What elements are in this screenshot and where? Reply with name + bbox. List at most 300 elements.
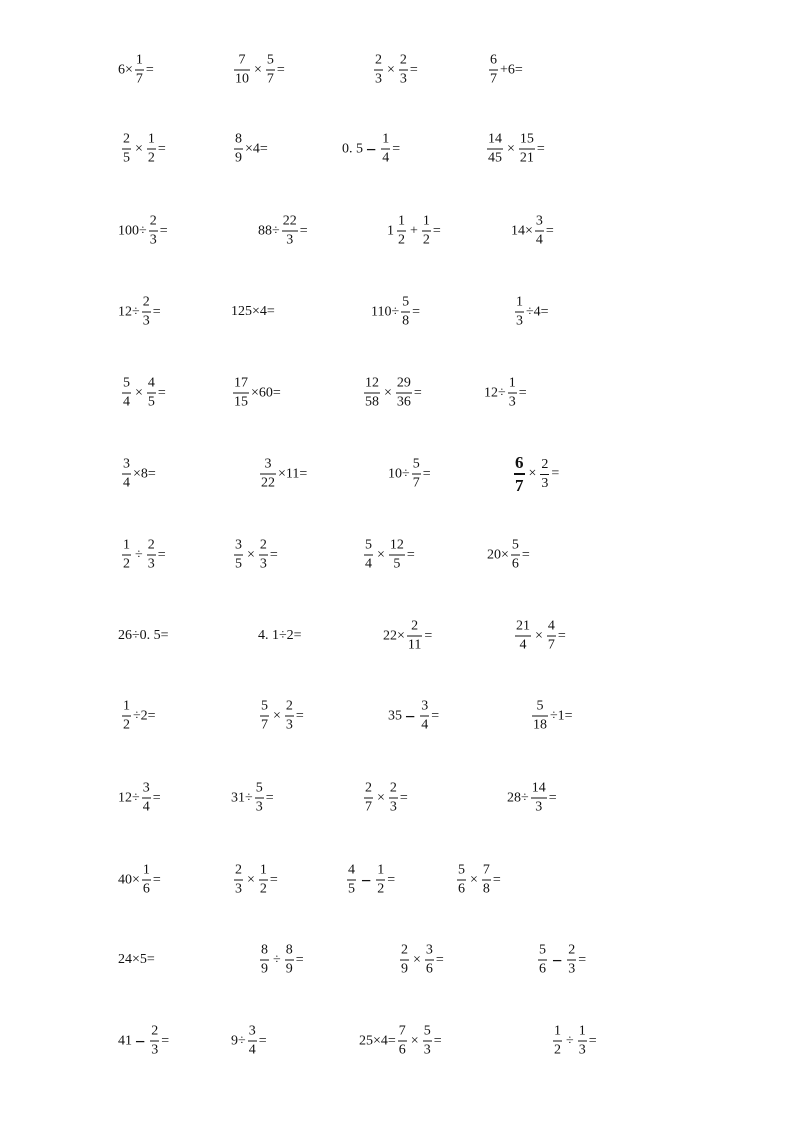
fraction-bar: [260, 716, 269, 717]
fraction: [259, 864, 268, 897]
math-problem: [484, 377, 527, 410]
expression-text: 31÷: [231, 790, 253, 805]
math-problem: [388, 700, 439, 733]
fraction: [514, 454, 525, 494]
expression-text: =: [431, 708, 440, 723]
fraction-denominator: 7: [266, 71, 274, 87]
expression-text: 10÷: [388, 466, 410, 481]
fraction: [122, 377, 131, 410]
fraction: [234, 54, 250, 87]
fraction-bar: [538, 960, 547, 961]
fraction: [508, 377, 517, 410]
fraction: [389, 782, 398, 815]
expression-text: =: [295, 708, 304, 723]
fraction-denominator: 7: [412, 475, 420, 491]
math-problem: [118, 629, 169, 643]
fraction: [260, 700, 269, 733]
fraction-bar: [401, 312, 410, 313]
fraction-bar: [515, 636, 531, 637]
math-problem: [120, 133, 166, 166]
math-problem: [120, 539, 166, 572]
fraction-denominator: 3: [508, 394, 516, 410]
fraction-bar: [422, 231, 431, 232]
expression-text: 41: [118, 1033, 132, 1048]
fraction-bar: [285, 716, 294, 717]
expression-text: =: [413, 385, 422, 400]
math-problem: [487, 539, 530, 572]
fraction-numerator: 12: [365, 375, 379, 391]
fraction-denominator: 7: [261, 717, 268, 733]
operator-symbol: −: [552, 950, 563, 970]
expression-text: 12÷: [118, 304, 140, 319]
fraction-denominator: 6: [458, 881, 465, 897]
expression-text: =: [269, 547, 278, 562]
fraction-bar: [234, 149, 243, 150]
operator-symbol: ÷: [566, 1033, 574, 1048]
expression-text: 35: [388, 708, 402, 723]
fraction-bar: [285, 960, 294, 961]
fraction-bar: [412, 474, 421, 475]
fraction-bar: [397, 231, 406, 232]
fraction-bar: [381, 149, 390, 150]
expression-text: =: [409, 62, 418, 77]
math-problem: [512, 454, 559, 494]
fraction-numerator: 7: [482, 862, 490, 878]
math-problem: [487, 54, 523, 87]
fraction-bar: [540, 474, 549, 475]
operator-symbol: ×: [410, 1033, 419, 1048]
fraction-bar: [248, 1041, 257, 1042]
fraction-numerator: 5: [412, 456, 420, 472]
fraction-denominator: 21: [519, 150, 534, 166]
fraction-bar: [457, 880, 466, 881]
fraction-numerator: 6: [515, 453, 524, 472]
fraction-denominator: 4: [421, 717, 429, 733]
fraction-denominator: 4: [365, 556, 372, 572]
fraction-denominator: 2: [422, 232, 430, 248]
fraction-denominator: 4: [535, 232, 543, 248]
expression-text: =: [157, 385, 166, 400]
fraction-denominator: 3: [255, 799, 263, 815]
math-problem: [118, 953, 155, 967]
fraction: [347, 864, 356, 897]
expression-text: =: [545, 223, 554, 238]
fraction-bar: [374, 70, 383, 71]
fraction-numerator: 1: [142, 862, 150, 878]
fraction-denominator: 2: [554, 1042, 561, 1058]
fraction: [381, 133, 390, 166]
operator-symbol: ×: [377, 547, 385, 562]
fraction: [420, 700, 429, 733]
fraction-bar: [122, 716, 131, 717]
fraction: [457, 864, 466, 897]
math-problem: [232, 864, 278, 897]
mixed-whole-part: 1: [387, 223, 394, 238]
operator-symbol: −: [366, 139, 377, 159]
fraction: [531, 782, 547, 815]
expression-text: =: [548, 790, 557, 805]
fraction-denominator: 3: [568, 961, 576, 977]
fraction: [135, 54, 144, 87]
fraction: [233, 377, 249, 410]
fraction: [260, 944, 269, 977]
fraction-numerator: 5: [402, 294, 410, 310]
fraction-denominator: 3: [151, 1042, 159, 1058]
math-problem: [372, 54, 418, 87]
fraction-numerator: 2: [568, 942, 576, 958]
fraction-denominator: 3: [535, 799, 543, 815]
fraction-denominator: 2: [123, 717, 130, 733]
fraction-denominator: 3: [375, 71, 382, 87]
fraction-numerator: 15: [519, 131, 534, 147]
fraction: [248, 1025, 257, 1058]
operator-symbol: ×: [384, 385, 392, 400]
math-problem: [455, 864, 501, 897]
fraction-bar: [389, 798, 398, 799]
fraction-denominator: 2: [259, 881, 267, 897]
operator-symbol: ×: [247, 547, 255, 562]
fraction-bar: [282, 231, 298, 232]
math-problem: [120, 377, 166, 410]
fraction-numerator: 4: [147, 375, 155, 391]
fraction-numerator: 5: [261, 698, 268, 714]
fraction-numerator: 5: [539, 942, 546, 958]
fraction-numerator: 1: [554, 1023, 561, 1039]
expression-text: ×8=: [133, 466, 156, 481]
fraction: [259, 539, 268, 572]
fraction-denominator: 6: [511, 556, 519, 572]
fraction-bar: [150, 1041, 159, 1042]
fraction-numerator: 1: [259, 862, 267, 878]
fraction-bar: [364, 555, 373, 556]
fraction-numerator: 4: [547, 618, 555, 634]
fraction-bar: [266, 70, 275, 71]
fraction: [423, 1025, 432, 1058]
fraction-bar: [399, 70, 408, 71]
fraction-numerator: 2: [259, 537, 267, 553]
math-problem: [507, 782, 557, 815]
fraction-numerator: 2: [123, 131, 130, 147]
fraction-denominator: 11: [407, 637, 422, 653]
fraction: [515, 296, 524, 329]
math-problem: [258, 700, 304, 733]
expression-text: =: [299, 223, 308, 238]
expression-text: =: [145, 62, 154, 77]
fraction: [364, 539, 373, 572]
fraction-denominator: 2: [147, 150, 155, 166]
fraction-bar: [532, 716, 548, 717]
fraction-bar: [142, 880, 151, 881]
fraction-numerator: 2: [149, 213, 157, 229]
fraction-denominator: 4: [519, 637, 527, 653]
fraction-numerator: 6: [490, 52, 497, 68]
fraction: [540, 458, 549, 491]
fraction-numerator: 4: [348, 862, 355, 878]
fraction-denominator: 6: [398, 1042, 406, 1058]
fraction-denominator: 4: [142, 799, 150, 815]
math-problem: [258, 629, 302, 643]
fraction-numerator: 1: [382, 131, 390, 147]
fraction: [364, 377, 380, 410]
operator-symbol: +: [410, 223, 418, 238]
fraction-denominator: 9: [285, 961, 293, 977]
expression-text: =: [295, 952, 304, 967]
fraction: [147, 377, 156, 410]
fraction-numerator: 14: [488, 131, 502, 147]
fraction-numerator: 2: [151, 1023, 159, 1039]
operator-symbol: ×: [254, 62, 262, 77]
fraction-denominator: 4: [123, 394, 130, 410]
fraction: [400, 944, 409, 977]
math-problem: [511, 215, 554, 248]
fraction-bar: [142, 798, 151, 799]
fraction-numerator: 2: [399, 52, 407, 68]
expression-text: 22×: [383, 628, 405, 643]
fraction: [422, 215, 431, 248]
expression-text: =: [269, 872, 278, 887]
fraction-bar: [425, 960, 434, 961]
fraction-numerator: 5: [123, 375, 130, 391]
fraction: [255, 782, 264, 815]
expression-text: 26÷0. 5=: [118, 628, 169, 643]
fraction-numerator: 1: [578, 1023, 586, 1039]
fraction-denominator: 3: [149, 232, 157, 248]
expression-text: 24×5=: [118, 952, 155, 967]
math-problem: [231, 1025, 267, 1058]
operator-symbol: ×: [528, 466, 537, 481]
fraction-bar: [514, 473, 525, 475]
fraction-numerator: 22: [282, 213, 297, 229]
fraction-numerator: 2: [285, 698, 293, 714]
math-problem: [118, 54, 154, 87]
expression-text: 88÷: [258, 223, 280, 238]
math-problem: [118, 215, 168, 248]
expression-text: =: [536, 141, 545, 156]
math-problem: [362, 539, 415, 572]
fraction: [150, 1025, 159, 1058]
fraction-numerator: 3: [123, 456, 130, 472]
fraction-numerator: 8: [235, 131, 242, 147]
fraction-numerator: 1: [135, 52, 143, 68]
expression-text: =: [387, 872, 396, 887]
operator-symbol: ÷: [273, 952, 281, 967]
math-problem: [232, 54, 285, 87]
operator-symbol: ×: [470, 872, 478, 887]
fraction: [376, 864, 385, 897]
fraction-bar: [535, 231, 544, 232]
fraction-denominator: 6: [425, 961, 433, 977]
expression-text: ÷2=: [133, 708, 156, 723]
fraction: [519, 133, 535, 166]
expression-text: 12÷: [118, 790, 140, 805]
expression-text: =: [392, 141, 401, 156]
fraction: [425, 944, 434, 977]
fraction-numerator: 1: [377, 862, 385, 878]
fraction-numerator: 5: [365, 537, 372, 553]
fraction-numerator: 5: [423, 1023, 431, 1039]
fraction-numerator: 21: [516, 618, 530, 634]
fraction-numerator: 17: [234, 375, 248, 391]
fraction-bar: [400, 960, 409, 961]
fraction: [234, 133, 243, 166]
operator-symbol: −: [405, 706, 416, 726]
expression-text: =: [432, 223, 441, 238]
fraction-numerator: 2: [235, 862, 242, 878]
fraction-denominator: 3: [516, 313, 523, 329]
fraction-bar: [508, 393, 517, 394]
fraction: [487, 133, 503, 166]
operator-symbol: ×: [535, 628, 543, 643]
fraction-bar: [531, 798, 547, 799]
fraction-numerator: 2: [389, 780, 397, 796]
math-problem: [530, 700, 573, 733]
fraction-denominator: 3: [235, 881, 242, 897]
fraction: [553, 1025, 562, 1058]
fraction-bar: [420, 716, 429, 717]
fraction-bar: [423, 1041, 432, 1042]
fraction-bar: [147, 555, 156, 556]
expression-text: 125×4=: [231, 304, 275, 319]
fraction-denominator: 2: [398, 232, 405, 248]
fraction-denominator: 18: [533, 717, 547, 733]
fraction-bar: [259, 555, 268, 556]
fraction-numerator: 2: [142, 294, 150, 310]
fraction-denominator: 4: [248, 1042, 256, 1058]
fraction: [122, 133, 131, 166]
expression-text: =: [152, 304, 161, 319]
math-problem: [371, 296, 420, 329]
fraction-bar: [398, 1041, 407, 1042]
math-problem: [345, 864, 395, 897]
math-problem: [231, 305, 275, 319]
fraction: [389, 539, 405, 572]
fraction: [532, 700, 548, 733]
expression-text: =: [161, 1033, 170, 1048]
fraction-denominator: 4: [382, 150, 390, 166]
expression-text: =: [435, 952, 444, 967]
fraction-numerator: 2: [541, 456, 549, 472]
math-problem: [258, 215, 308, 248]
fraction-numerator: 8: [261, 942, 268, 958]
fraction-denominator: 10: [235, 71, 249, 87]
expression-text: ÷4=: [526, 304, 549, 319]
math-problem: [387, 215, 441, 248]
expression-text: 9÷: [231, 1033, 246, 1048]
fraction-denominator: 7: [547, 637, 555, 653]
fraction-numerator: 2: [147, 537, 155, 553]
fraction-denominator: 7: [515, 476, 524, 495]
fraction-denominator: 3: [259, 556, 267, 572]
fraction: [412, 458, 421, 491]
expression-text: =: [588, 1033, 597, 1048]
fraction-numerator: 12: [389, 537, 404, 553]
fraction-denominator: 7: [365, 799, 372, 815]
math-problem: [551, 1025, 597, 1058]
math-problem: [258, 458, 307, 491]
fraction-bar: [147, 393, 156, 394]
fraction-denominator: 58: [365, 394, 379, 410]
expression-text: =: [422, 466, 431, 481]
fraction: [142, 864, 151, 897]
operator-symbol: −: [135, 1031, 146, 1051]
operator-symbol: ×: [135, 141, 143, 156]
operator-symbol: ×: [387, 62, 395, 77]
fraction-bar: [122, 555, 131, 556]
fraction: [567, 944, 576, 977]
fraction-numerator: 3: [248, 1023, 256, 1039]
fraction-bar: [515, 312, 524, 313]
expression-text: ÷1=: [550, 708, 573, 723]
fraction-bar: [122, 149, 131, 150]
fraction-bar: [122, 393, 131, 394]
fraction-denominator: 2: [123, 556, 130, 572]
fraction-bar: [234, 880, 243, 881]
expression-text: =: [412, 304, 421, 319]
fraction-denominator: 5: [393, 556, 401, 572]
math-problem: [120, 458, 156, 491]
fraction: [266, 54, 275, 87]
math-problem: [118, 296, 161, 329]
expression-text: 0. 5: [342, 141, 363, 156]
fraction-bar: [511, 555, 520, 556]
fraction: [260, 458, 276, 491]
math-problem: [485, 133, 545, 166]
fraction-numerator: 8: [285, 942, 293, 958]
math-problem: [231, 377, 281, 410]
fraction-numerator: 2: [375, 52, 382, 68]
expression-text: =: [433, 1033, 442, 1048]
fraction: [142, 782, 151, 815]
expression-text: =: [578, 952, 587, 967]
fraction-numerator: 5: [511, 537, 519, 553]
math-problem: [342, 133, 400, 166]
fraction-bar: [364, 393, 380, 394]
fraction-bar: [482, 880, 491, 881]
fraction-bar: [407, 636, 422, 637]
math-problem: [513, 620, 566, 653]
fraction-denominator: 9: [401, 961, 408, 977]
fraction-denominator: 6: [142, 881, 150, 897]
fraction-numerator: 1: [508, 375, 516, 391]
fraction-denominator: 36: [396, 394, 411, 410]
expression-text: =: [157, 141, 166, 156]
fraction-denominator: 5: [147, 394, 155, 410]
fraction-denominator: 3: [147, 556, 155, 572]
fraction: [122, 458, 131, 491]
expression-text: 110÷: [371, 304, 400, 319]
expression-text: 40×: [118, 872, 140, 887]
fraction: [374, 54, 383, 87]
fraction-numerator: 3: [535, 213, 543, 229]
fraction: [511, 539, 520, 572]
fraction-numerator: 5: [255, 780, 263, 796]
expression-text: 28÷: [507, 790, 529, 805]
fraction-denominator: 4: [123, 475, 130, 491]
expression-text: =: [492, 872, 501, 887]
fraction: [142, 296, 151, 329]
expression-text: =: [157, 547, 166, 562]
math-problem: [232, 539, 278, 572]
expression-text: =: [551, 466, 560, 481]
math-problem: [258, 944, 304, 977]
math-problem: [513, 296, 549, 329]
operator-symbol: −: [361, 870, 372, 890]
math-problem: [536, 944, 586, 977]
expression-text: =: [424, 628, 433, 643]
fraction: [399, 54, 408, 87]
operator-symbol: ÷: [135, 547, 143, 562]
fraction-bar: [578, 1041, 587, 1042]
